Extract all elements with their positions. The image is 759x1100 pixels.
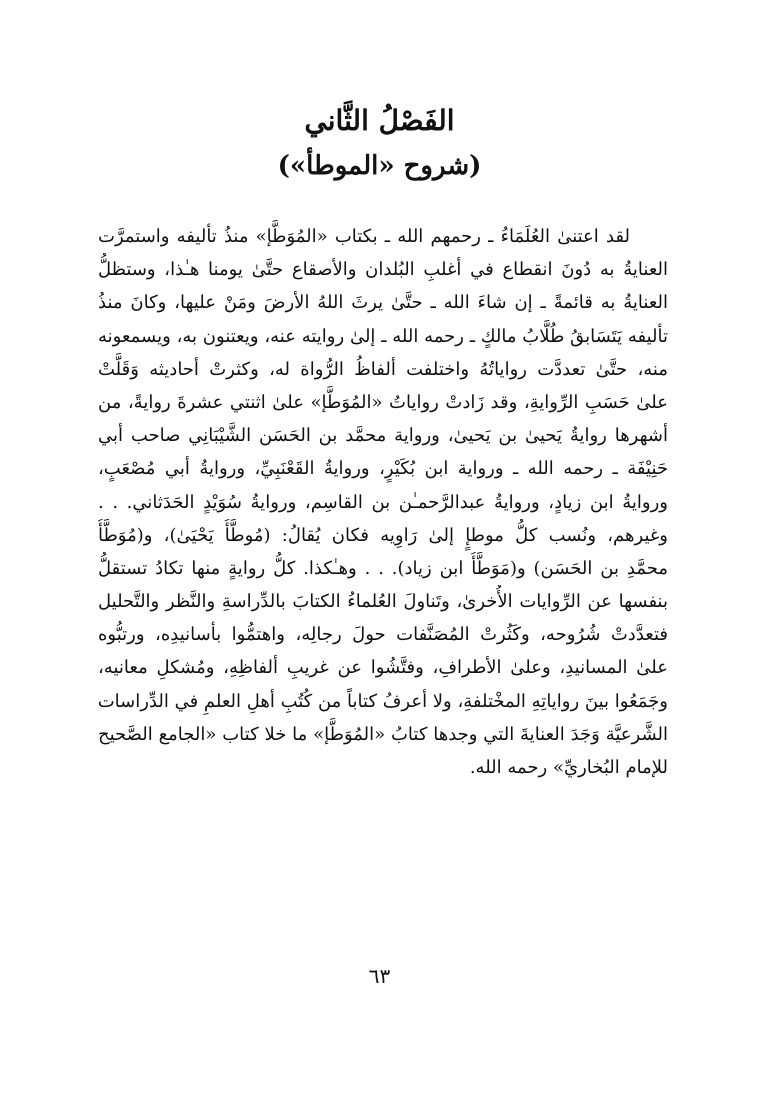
text-line: محمَّدِ بن الحَسَن) و(مَوَطَّأُ ابن زياد). . . وهـٰكذا. كلُّ روايةٍ منها تكادُ تستقلُّ bbox=[98, 557, 668, 579]
text-line: العنايةُ به قائمةً ـ إن شاءَ الله ـ حتَّىٰ يرثَ اللهُ الأرضَ ومَنْ عليها، وكانَ منذُ bbox=[98, 292, 668, 314]
text-line: وجَمَعُوا بينَ رواياتِهِ المخْتلفةِ، ولا أعرفُ كتاباً من كُتُبِ أهلِ العلمِ في الدِّراسات bbox=[98, 690, 668, 712]
text-line: أشهرها روايةُ يَحيىٰ بن يَحيىٰ، ورواية محمَّد بن الحَسَن الشَّيْبَانِي صاحب أبي bbox=[98, 425, 668, 447]
text-line: لقد اعتنىٰ العُلَمَاءُ ـ رحمهم الله ـ بكتاب «المُوَطَّإ» منذُ تأليفه واستمرَّت bbox=[98, 226, 630, 247]
text-line: علىٰ حَسَبِ الرِّوايةِ، وقد زَادتْ رواياتُ «المُوَطَّإ» علىٰ اثنتي عشرةَ روايةً، من bbox=[98, 391, 668, 413]
text-line: وروايةُ ابن زيادٍ، وروايةُ عبدالرَّحمـٰن بن القاسِم، وروايةُ سُوَيْدٍ الحَدَثاني. . . bbox=[98, 491, 668, 513]
text-line: وغيرهم، ونُسب كلُّ موطإٍ إلىٰ رَاوِيه فكان يُقالُ: (مُوطَّأُ يَحْيَىٰ)، و(مُوَطَّأُ bbox=[98, 524, 668, 546]
text-line: علىٰ المسانيدِ، وعلىٰ الأطرافِ، وفتَّشُوا عن غريبِ ألفاظِهِ، ومُشكلِ معانيه، bbox=[98, 657, 668, 679]
text-line: الشَّرعيَّة وَجَدَ العنايةَ التي وجدها كتابُ «المُوَطَّإ» ما خلا كتاب «الجامع الصَّحيح bbox=[98, 723, 668, 745]
chapter-subtitle: (شروح «الموطأ») bbox=[277, 151, 482, 181]
text-line: للإمام البُخاريِّ» رحمه الله. bbox=[469, 757, 668, 778]
text-line: العنايةُ به دُونَ انقطاع في أغلبِ البُلدان والأصقاع حتَّىٰ يومنا هـٰذا، وستظلُّ bbox=[98, 259, 668, 281]
text-line: فتعدَّدتْ شُرُوحه، وكَثُرتْ المُصَنَّفات حولَ رجالِه، واهتمُّوا بأسانيدِه، ورتبُّوه bbox=[98, 624, 668, 646]
page-number: ٦٣ bbox=[368, 964, 391, 988]
text-line: تأليفه يَتَسَابقُ طُلَّابُ مالكٍ ـ رحمه الله ـ إلىٰ روايته عنه، ويعتنون به، ويسمعونه bbox=[98, 325, 668, 347]
text-line: حَنِيْفَة ـ رحمه الله ـ ورواية ابن بُكَيْرٍ، وروايةُ القَعْنَبِيِّ، وروايةُ أبي مُصْعَبٍ، bbox=[98, 458, 668, 480]
text-line: منه، حتَّىٰ تعددَّت رواياتُهُ واختلفت ألفاظُ الرُّواة له، وكثرتْ أحاديثه وَقَلَّتْ bbox=[98, 358, 668, 380]
body-paragraph bbox=[98, 220, 668, 784]
chapter-title: الفَصْلُ الثَّاني bbox=[304, 104, 455, 137]
text-line: بنفسها عن الرِّوايات الأُخرىٰ، وتَناولَ العُلماءُ الكتابَ بالدِّراسةِ والنَّظر والتَّحليل bbox=[98, 591, 668, 613]
